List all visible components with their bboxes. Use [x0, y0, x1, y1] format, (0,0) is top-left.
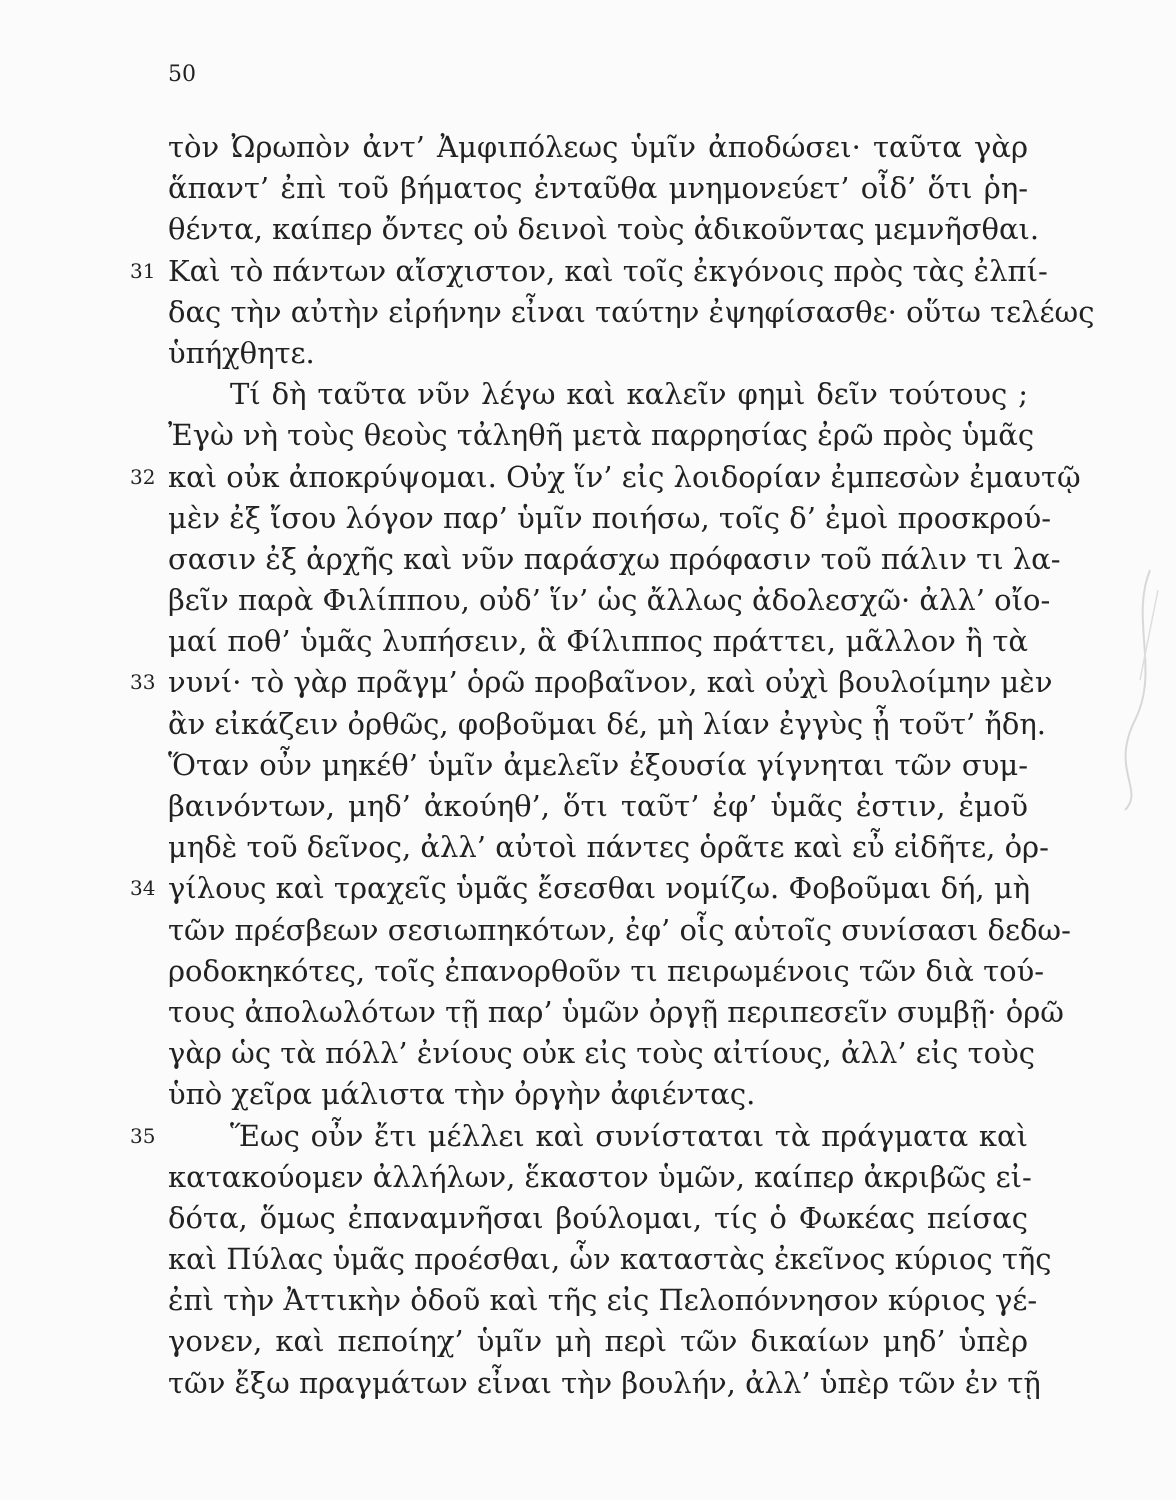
text-line: [168, 1363, 1041, 1404]
text-line: [168, 498, 1052, 539]
text-line: [168, 827, 1049, 868]
text-line: [168, 127, 1028, 168]
text-line: [168, 992, 1064, 1033]
line-text: μηδὲ τοῦ δεῖνος, ἀλλ’ αὐτοὶ πάντες ὁρᾶτε καὶ εὖ εἰδῆτε, ὀρ-: [168, 830, 1049, 865]
line-text: τους ἀπολωλότων τῇ παρ’ ὑμῶν ὀργῇ περιπεσεῖν συμβῇ· ὁρῶ: [168, 994, 1064, 1029]
line-text: γονεν, καὶ πεποίηχ’ ὑμῖν μὴ περὶ τῶν δικαίων μηδ’ ὑπὲρ: [168, 1324, 1028, 1359]
line-text: θέντα, καίπερ ὄντες οὐ δεινοὶ τοὺς ἀδικοῦντας μεμνῆσθαι.: [168, 212, 1040, 247]
text-line: [168, 745, 1028, 786]
text-line: [168, 951, 1045, 992]
line-text: ὑπὸ χεῖρα μάλιστα τὴν ὀργὴν ἀφιέντας.: [168, 1077, 756, 1112]
text-line: [168, 1280, 1038, 1321]
line-text: Ἐγὼ νὴ τοὺς θεοὺς τἀληθῆ μετὰ παρρησίας ἐρῶ πρὸς ὑμᾶς: [168, 418, 1035, 453]
line-text: βεῖν παρὰ Φιλίππου, οὐδ’ ἵν’ ὡς ἄλλως ἀδολεσχῶ· ἀλλ’ οἴο-: [168, 583, 1051, 618]
text-line: [168, 333, 1028, 374]
line-text: Τί δὴ ταῦτα νῦν λέγω καὶ καλεῖν φημὶ δεῖν τούτους ;: [230, 377, 1028, 412]
page-number: 50: [168, 62, 196, 87]
text-line: [168, 1074, 1028, 1115]
section-number: 32: [130, 464, 156, 489]
line-text: γὰρ ὡς τὰ πόλλ’ ἐνίους οὐκ εἰς τοὺς αἰτίους, ἀλλ’ εἰς τοὺς: [168, 1036, 1035, 1071]
text-line: [168, 539, 1061, 580]
line-text: τὸν Ὠρωπὸν ἀντ’ Ἀμφιπόλεως ὑμῖν ἀποδώσει· ταῦτα γὰρ: [168, 130, 1028, 164]
pencil-annotation-mark: [1110, 560, 1170, 820]
text-line: [168, 621, 1028, 662]
text-line: [168, 1321, 1028, 1362]
text-line: [130, 457, 1081, 498]
section-number: 33: [130, 670, 156, 695]
text-line: [168, 1033, 1035, 1074]
section-number: 35: [130, 1123, 156, 1148]
line-text: καὶ οὐκ ἀποκρύψομαι. Οὐχ ἵν’ εἰς λοιδορίαν ἐμπεσὼν ἐμαυτῷ: [168, 459, 1081, 494]
text-line: [168, 786, 1028, 827]
line-text: σασιν ἐξ ἀρχῆς καὶ νῦν παράσχω πρόφασιν τοῦ πάλιν τι λα-: [168, 541, 1061, 576]
line-text: τῶν ἔξω πραγμάτων εἶναι τὴν βουλήν, ἀλλ’ ὑπὲρ τῶν ἐν τῇ: [168, 1365, 1041, 1400]
line-text: ἐπὶ τὴν Ἀττικὴν ὁδοῦ καὶ τῆς εἰς Πελοπόννησον κύριος γέ-: [168, 1283, 1038, 1318]
section-number: 31: [130, 258, 156, 283]
line-text: Καὶ τὸ πάντων αἴσχιστον, καὶ τοῖς ἐκγόνοις πρὸς τὰς ἐλπί-: [168, 253, 1048, 288]
text-line: [168, 415, 1035, 456]
text-line: [168, 910, 1071, 951]
section-number: 34: [130, 876, 156, 901]
line-text: γίλους καὶ τραχεῖς ὑμᾶς ἔσεσθαι νομίζω. Φοβοῦμαι δή, μὴ: [168, 871, 1031, 906]
greek-text-body: [130, 127, 1095, 1404]
line-text: νυνί· τὸ γὰρ πρᾶγμ’ ὁρῶ προβαῖνον, καὶ οὐχὶ βουλοίμην μὲν: [168, 665, 1053, 700]
text-line: [130, 251, 1048, 292]
line-text: κατακούομεν ἀλλήλων, ἕκαστον ὑμῶν, καίπερ ἀκριβῶς εἰ-: [168, 1159, 1032, 1194]
line-text: Ὅταν οὖν μηκέθ’ ὑμῖν ἀμελεῖν ἐξουσία γίγνηται τῶν συμ-: [168, 747, 1028, 782]
line-text: Ἕως οὖν ἔτι μέλλει καὶ συνίσταται τὰ πράγματα καὶ: [230, 1118, 1028, 1153]
text-line: [168, 168, 1028, 209]
line-text: μὲν ἐξ ἴσου λόγον παρ’ ὑμῖν ποιήσω, τοῖς δ’ ἐμοὶ προσκρού-: [168, 500, 1052, 535]
text-line: [168, 292, 1095, 333]
text-line: [168, 580, 1051, 621]
text-line: [168, 374, 1028, 415]
line-text: βαινόντων, μηδ’ ἀκούηθ’, ὅτι ταῦτ’ ἐφ’ ὑμᾶς ἐστιν, ἐμοῦ: [168, 789, 1028, 823]
line-text: τῶν πρέσβεων σεσιωπηκότων, ἐφ’ οἷς αὑτοῖς συνίσασι δεδω-: [168, 912, 1071, 947]
line-text: ἂν εἰκάζειν ὀρθῶς, φοβοῦμαι δέ, μὴ λίαν ἐγγὺς ᾖ τοῦτ’ ἤδη.: [168, 706, 1046, 741]
line-text: καὶ Πύλας ὑμᾶς προέσθαι, ὧν καταστὰς ἐκεῖνος κύριος τῆς: [168, 1242, 1052, 1277]
text-line: [168, 1157, 1032, 1198]
line-text: μαί ποθ’ ὑμᾶς λυπήσειν, ἃ Φίλιππος πράττει, μᾶλλον ἢ τὰ: [168, 624, 1028, 659]
line-text: ροδοκηκότες, τοῖς ἐπανορθοῦν τι πειρωμένοις τῶν διὰ τού-: [168, 953, 1045, 988]
text-line: [130, 868, 1031, 909]
text-line: [168, 1239, 1052, 1280]
text-line: [130, 662, 1053, 703]
line-text: ὑπήχθητε.: [168, 335, 315, 370]
text-line: [168, 209, 1040, 250]
line-text: δότα, ὅμως ἐπαναμνῆσαι βούλομαι, τίς ὁ Φωκέας πείσας: [168, 1200, 1028, 1235]
text-line: [168, 704, 1046, 745]
text-line: [168, 1198, 1028, 1239]
line-text: ἅπαντ’ ἐπὶ τοῦ βήματος ἐνταῦθα μνημονεύετ’ οἶδ’ ὅτι ῥη-: [168, 171, 1028, 206]
text-line: [130, 1116, 1028, 1157]
line-text: δας τὴν αὐτὴν εἰρήνην εἶναι ταύτην ἐψηφίσασθε· οὕτω τελέως: [168, 294, 1095, 329]
